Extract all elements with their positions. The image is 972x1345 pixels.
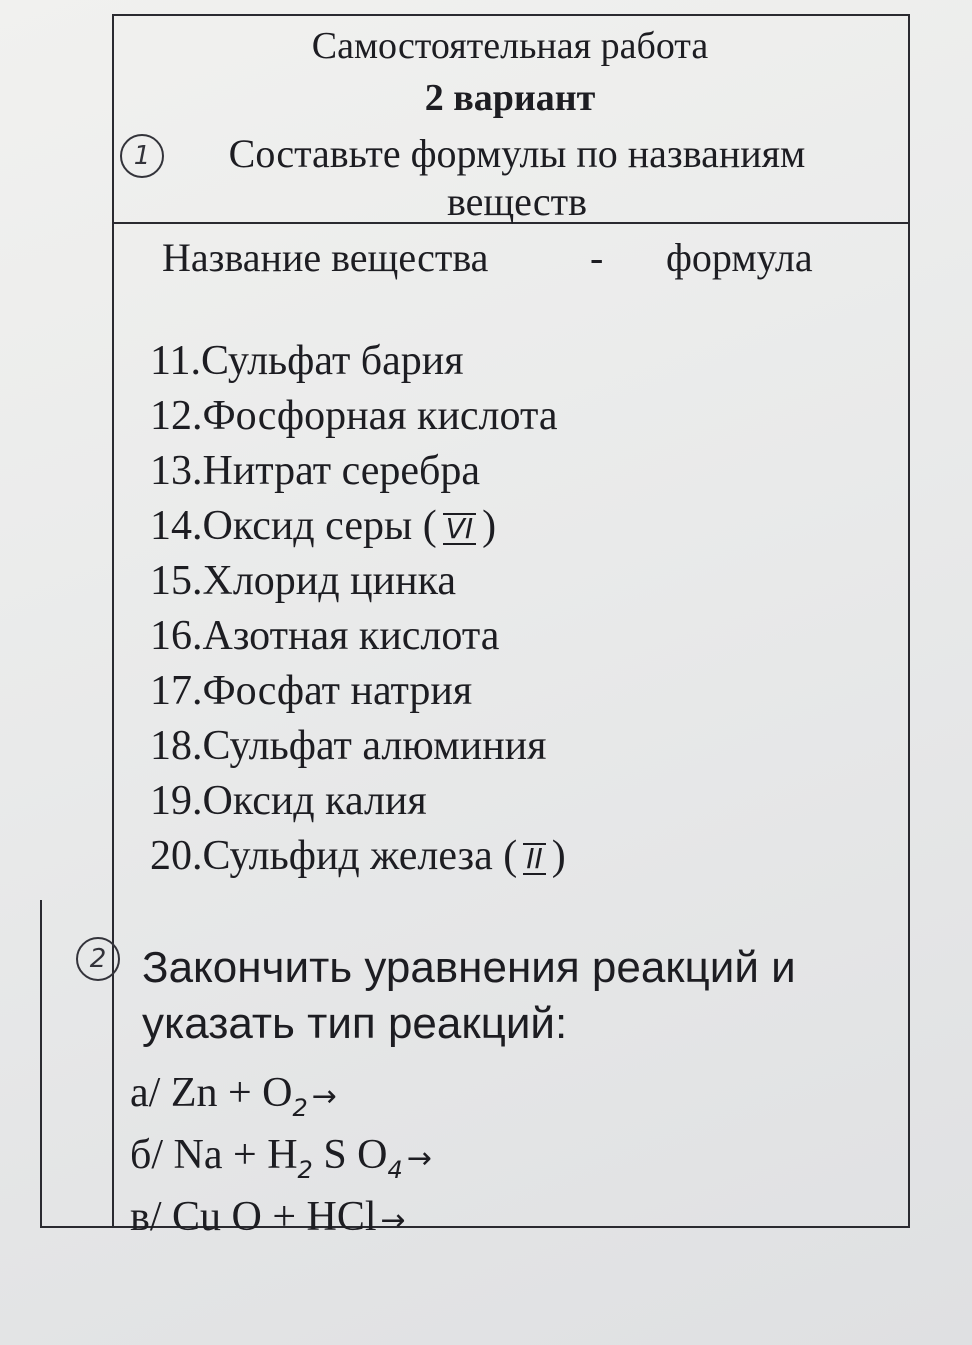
substance-item-text: 12.Фосфорная кислота [150,393,558,439]
substance-item [150,664,566,719]
column-header-dash: - [590,235,604,280]
substance-item-text: 14.Оксид серы ( [150,503,437,549]
task-2-circled-number: 2 [76,937,120,981]
task-2-instruction: Закончить уравнения реакций и указать тип реакций: [142,943,796,1048]
reaction-subscript: 2 [292,1094,308,1122]
substance-item-text: 20.Сульфид железа ( [150,833,518,879]
substance-item-text: 13.Нитрат серебра [150,448,481,494]
reaction-formula-text: S O [312,1132,388,1178]
reaction-formula-text: Cu O + HCl [172,1194,377,1240]
reaction-subscript: 4 [387,1156,403,1184]
reaction-equation [130,1062,432,1124]
valence-roman-numeral: II [523,843,546,875]
column-header-substance-name: Название вещества [162,235,489,280]
substance-item-text: 11.Сульфат бария [150,338,464,384]
column-header-formula: формула [666,235,813,280]
valence-roman-numeral: VI [443,513,476,545]
substance-item [150,334,566,389]
reaction-list [130,1062,432,1248]
substance-item-closing-paren: ) [551,833,566,879]
substance-item [150,774,566,829]
reaction-equation [130,1124,432,1186]
substance-item [150,499,566,554]
reaction-arrow-icon: → [406,1141,432,1176]
substance-item-text: 16.Азотная кислота [150,613,500,659]
variant-label: 2 вариант [424,77,596,119]
reaction-formula-text: Na + H [173,1132,298,1178]
reaction-equation [130,1186,432,1248]
substance-item-closing-paren: ) [482,503,497,549]
reaction-label: а/ [130,1070,161,1116]
task-1-circled-number: 1 [120,134,164,178]
worksheet-title: Самостоятельная работа [311,25,709,67]
substance-item [150,444,566,499]
reaction-formula-text: Zn + O [170,1070,293,1116]
substance-item [150,609,566,664]
substance-item [150,719,566,774]
substance-item-text: 18.Сульфат алюминия [150,723,547,769]
substance-list [150,334,566,884]
reaction-label: в/ [130,1194,162,1240]
reaction-arrow-icon: → [380,1203,406,1238]
reaction-label: б/ [130,1132,164,1178]
substance-item [150,554,566,609]
substance-item [150,829,566,884]
task-1-instruction: Составьте формулы по названиям веществ [228,131,806,224]
substance-item-text: 17.Фосфат натрия [150,668,473,714]
substance-item-text: 19.Оксид калия [150,778,427,824]
substance-item-text: 15.Хлорид цинка [150,558,456,604]
substance-item [150,389,566,444]
reaction-subscript: 2 [297,1156,313,1184]
reaction-arrow-icon: → [311,1079,337,1114]
